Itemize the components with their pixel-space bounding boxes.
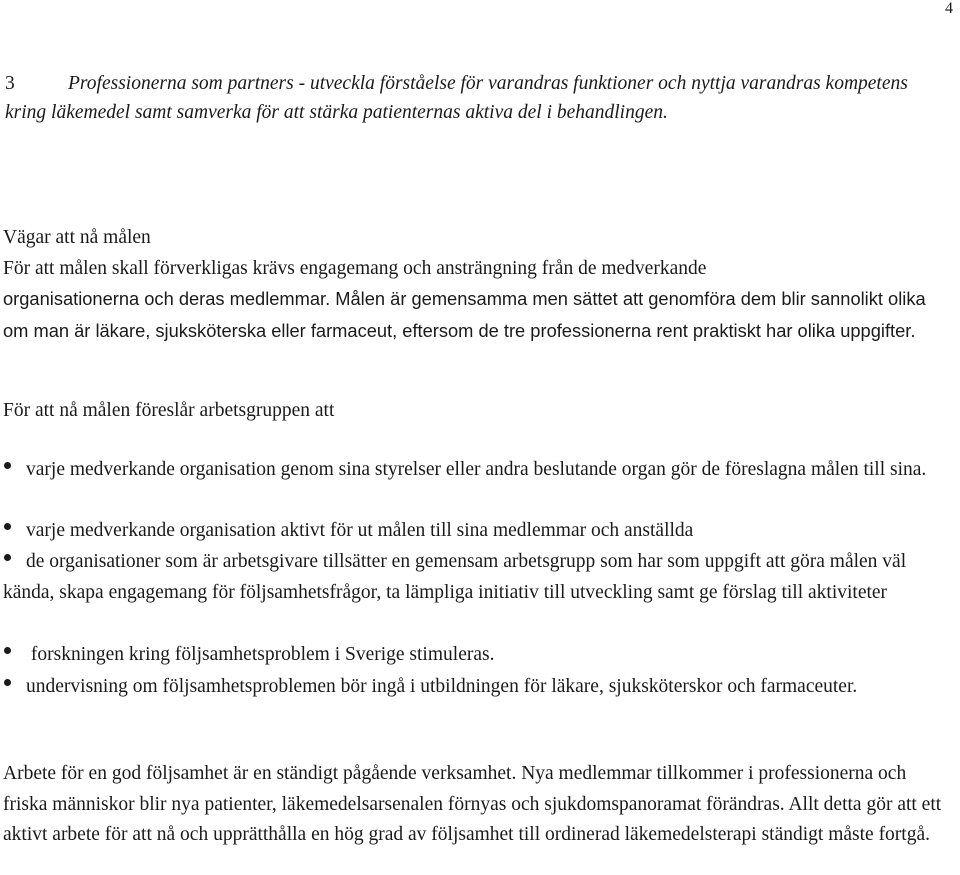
closing-paragraph: Arbete för en god följsamhet är en ständigt pågående verksamhet. Nya medlemmar tillkommer i professionerna och friska människor blir nya patienter, läkemedelsarsenalen förnyas och sjukdomspanoramat förändras. Allt detta gör att ett aktivt arbete för att nå och upprätthålla en hög grad av följsamhet till ordinerad läkemedelsterapi ständigt måste fortgå. bbox=[3, 763, 942, 845]
bullet-item bbox=[3, 516, 953, 547]
bullet-item bbox=[3, 640, 953, 671]
page-number: 4 bbox=[945, 0, 953, 17]
section-title: Professionerna som partners - utveckla förståelse för varandras funktioner och nyttja varandras kompetens kring läkemedel samt samverka för att stärka patienternas aktiva del i behandlingen. bbox=[5, 73, 908, 123]
section-number: 3 bbox=[5, 73, 15, 94]
bullet-item bbox=[3, 672, 953, 703]
bullet-item bbox=[3, 455, 953, 486]
ways-text-sans: organisationerna och deras medlemmar. Målen är gemensamma men sättet att genomföra dem blir sannolikt olika om man är läkare, sjuksköterska eller farmaceut, eftersom de tre professionerna rent praktiskt har olika uppgifter. bbox=[3, 288, 926, 341]
bullet-text: varje medverkande organisation genom sina styrelser eller andra beslutande organ gör de föreslagna målen till sina. bbox=[26, 459, 927, 480]
section-heading bbox=[5, 70, 945, 127]
bullet-text: de organisationer som är arbetsgivare tillsätter en gemensam arbetsgrupp som har som uppgift att göra målen väl kända, skapa engagemang för följsamhetsfrågor, ta lämpliga initiativ till utveckling samt ge förslag till aktiviteter bbox=[3, 551, 907, 603]
bullet-text: varje medverkande organisation aktivt för ut målen till sina medlemmar och anställda bbox=[26, 520, 694, 541]
bullet-text: undervisning om följsamhetsproblemen bör ingå i utbildningen för läkare, sjuksköterskor och farmaceuter. bbox=[26, 676, 858, 697]
ways-heading: Vägar att nå målen bbox=[3, 227, 151, 248]
proposal-intro: För att nå målen föreslår arbetsgruppen att bbox=[3, 400, 335, 421]
bullet-item bbox=[3, 547, 953, 608]
bullet-text: forskningen kring följsamhetsproblem i Sverige stimuleras. bbox=[26, 644, 495, 665]
ways-paragraph bbox=[3, 223, 953, 347]
ways-text-serif: För att målen skall förverkligas krävs engagemang och ansträngning från de medverkande bbox=[3, 257, 707, 279]
